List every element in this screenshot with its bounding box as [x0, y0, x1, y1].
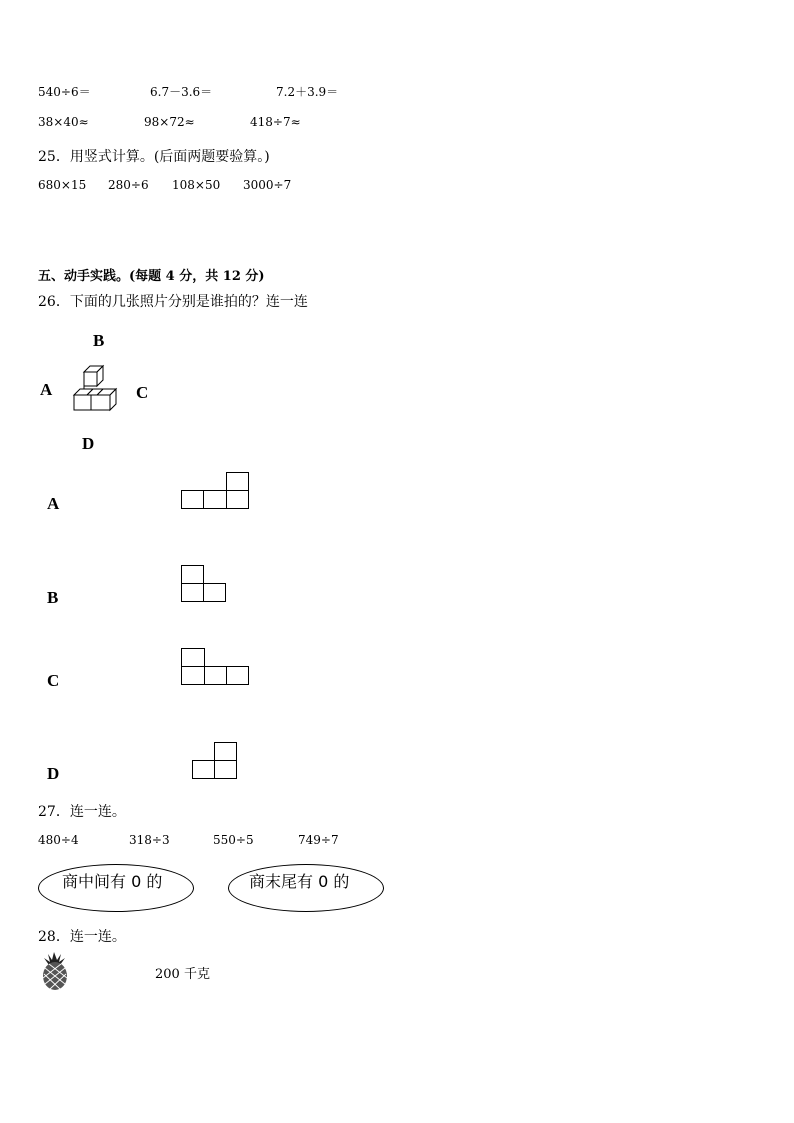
- viewpoint-a-label: A: [40, 380, 53, 399]
- q27-item-4: 749÷7: [298, 833, 339, 847]
- q25-item-2: 280÷6: [108, 178, 149, 192]
- question-28-title: 28．连一连。: [38, 929, 126, 945]
- viewpoint-d-label: D: [82, 434, 95, 453]
- q25-item-1: 680×15: [38, 178, 87, 192]
- question-27-title: 27．连一连。: [38, 804, 126, 820]
- option-c-label: C: [47, 671, 60, 690]
- option-d-shape: [192, 742, 237, 779]
- estimate-38x40: 38×40≈: [38, 115, 89, 129]
- oval-end-zero-label: 商末尾有 0 的: [249, 872, 350, 891]
- option-b-shape: [181, 565, 226, 602]
- calc-7.2-plus-3.9: 7.2＋3.9＝: [276, 85, 339, 99]
- estimate-418-div-7: 418÷7≈: [250, 115, 301, 129]
- option-d-label: D: [47, 764, 60, 783]
- estimate-98x72: 98×72≈: [144, 115, 195, 129]
- calc-6.7-minus-3.6: 6.7－3.6＝: [150, 85, 213, 99]
- question-26-title: 26．下面的几张照片分别是谁拍的？连一连: [38, 294, 308, 310]
- option-c-shape: [181, 648, 249, 685]
- pineapple-icon: [38, 950, 72, 992]
- viewpoint-b-label: B: [93, 331, 105, 350]
- q25-item-4: 3000÷7: [243, 178, 292, 192]
- q27-item-3: 550÷5: [213, 833, 254, 847]
- question-25-title: 25．用竖式计算。(后面两题要验算。): [38, 149, 270, 165]
- q27-item-1: 480÷4: [38, 833, 79, 847]
- weight-200kg: 200 千克: [155, 967, 210, 982]
- option-b-label: B: [47, 588, 59, 607]
- section-5-title: 五、动手实践。(每题 4 分，共 12 分): [38, 269, 265, 284]
- calc-540-div-6: 540÷6＝: [38, 85, 91, 99]
- option-a-shape: [181, 472, 249, 509]
- viewpoint-c-label: C: [136, 383, 149, 402]
- option-a-label: A: [47, 494, 60, 513]
- cube-stack-figure: [70, 363, 122, 419]
- q27-item-2: 318÷3: [129, 833, 170, 847]
- oval-middle-zero-label: 商中间有 0 的: [62, 872, 163, 891]
- q25-item-3: 108×50: [172, 178, 221, 192]
